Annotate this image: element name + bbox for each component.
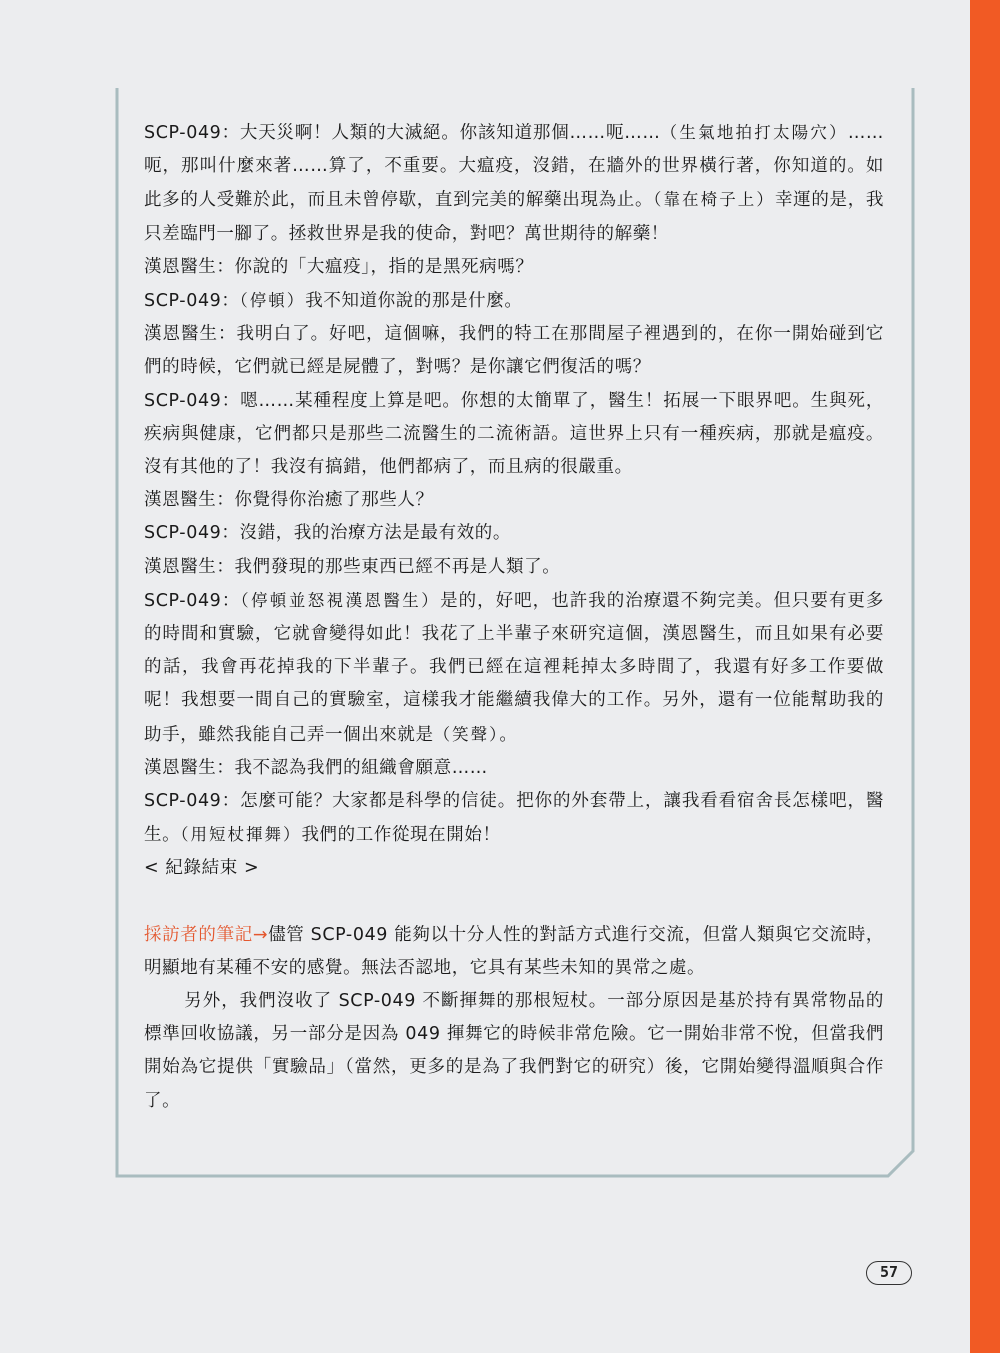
note-label: 採訪者的筆記→ bbox=[144, 924, 269, 945]
stage-direction: （靠在椅子上） bbox=[653, 190, 775, 210]
transcript-body bbox=[144, 116, 884, 1118]
note-text-1: 儘管 SCP-049 能夠以十分人性的對話方式進行交流，但當人類與它交流時，明顯地有某種不安的感覺。無法否認地，它具有某些未知的異常之處。 bbox=[144, 924, 884, 978]
stage-direction: （笑聲） bbox=[433, 724, 500, 744]
stage-direction: （停頓並怒視漢恩醫生） bbox=[240, 590, 441, 610]
stage-direction: （用短杖揮舞） bbox=[180, 825, 302, 845]
line-hahn-blackdeath: 漢恩醫生：你說的「大瘟疫」，指的是黑死病嗎？ bbox=[144, 256, 534, 277]
log-end-marker: < 紀錄結束 > bbox=[144, 858, 260, 879]
line-hahn-not-human: 漢恩醫生：我們發現的那些東西已經不再是人類了。 bbox=[144, 556, 561, 577]
page-number: 57 bbox=[866, 1261, 912, 1285]
line-hahn-organization: 漢恩醫生：我不認為我們的組織會願意…… bbox=[144, 757, 488, 778]
line-049-disease: SCP-049：嗯……某種程度上算是吧。你想的太簡單了，醫生！拓展一下眼界吧。生與死，疾病與健康，它們都只是那些二流醫生的二流術語。這世界上只有一種疾病，那就是瘟疫。沒有其他的了！我沒有搞錯，他們都病了，而且病的很嚴重。 bbox=[144, 390, 884, 478]
note-text-2: 另外，我們沒收了 SCP-049 不斷揮舞的那根短杖。一部分原因是基於持有異常物品的標準回收協議，另一部分是因為 049 揮舞它的時候非常危險。它一開始非常不悅，但當我們開始為它提供「實驗品」（當然，更多的是為了我們對它的研究）後，它開始變得溫順與合作了。 bbox=[144, 991, 884, 1111]
line-049-pause: SCP-049：（停頓）我不知道你說的那是什麼。 bbox=[144, 291, 523, 312]
line-049-coat: SCP-049：怎麼可能？大家都是科學的信徒。把你的外套帶上，讓我看看宿舍長怎樣吧，醫生。（用短杖揮舞）我們的工作從現在開始！ bbox=[144, 791, 884, 846]
note-paragraph-2 bbox=[144, 985, 884, 1118]
line-hahn-corpses: 漢恩醫生：我明白了。好吧，這個嘛，我們的特工在那間屋子裡遇到的，在你一開始碰到它們的時候，它們就已經是屍體了，對嗎？是你讓它們復活的嗎？ bbox=[144, 324, 884, 378]
stage-direction: （停頓） bbox=[239, 291, 306, 311]
spacer bbox=[144, 886, 884, 919]
interviewer-note bbox=[144, 919, 884, 985]
line-049-effective: SCP-049：沒錯，我的治療方法是最有效的。 bbox=[144, 523, 512, 544]
line-hahn-cured: 漢恩醫生：你覺得你治癒了那些人？ bbox=[144, 490, 434, 511]
stage-direction: （生氣地拍打太陽穴） bbox=[660, 123, 848, 142]
line-049-plague: SCP-049：大天災啊！人類的大滅絕。你該知道那個……呃……（生氣地拍打太陽穴）……呃，那叫什麼來著……算了，不重要。大瘟疫，沒錯，在牆外的世界橫行著，你知道的。如此多的人受難於此，而且未曾停歇，直到完美的解藥出現為止。（靠在椅子上）幸運的是，我只差臨門一腳了。拯救世界是我的使命，對吧？萬世期待的解藥！ bbox=[144, 123, 885, 244]
line-049-laboratory: SCP-049：（停頓並怒視漢恩醫生）是的，好吧，也許我的治療還不夠完美。但只要有更多的時間和實驗，它就會變得如此！我花了上半輩子來研究這個，漢恩醫生，而且如果有必要的話，我會再花掉我的下半輩子。我們已經在這裡耗掉太多時間了，我還有好多工作要做呢！我想要一間自己的實驗室，這樣我才能繼續我偉大的工作。另外，還有一位能幫助我的助手，雖然我能自己弄一個出來就是（笑聲）。 bbox=[144, 590, 884, 745]
